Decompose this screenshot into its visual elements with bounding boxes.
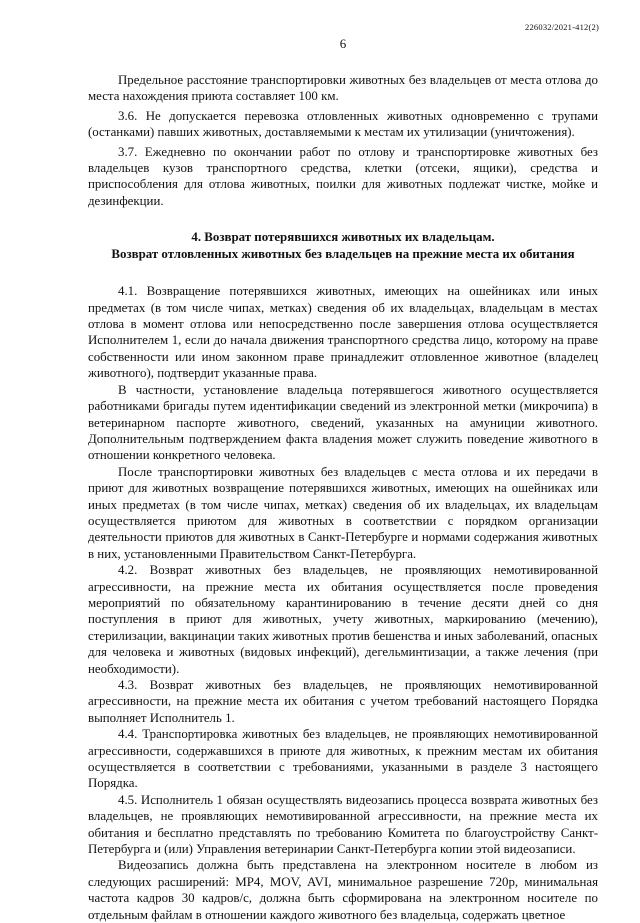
paragraph-4-1-shelter-return: После транспортировки животных без владельцев с места отлова и их передачи в приют для животных возвращение потерявшихся животных, имеющих на ошейниках или иных предметах (в том числе чипах, метках) сведения об их владельцах, их владельцам осуществляется приютом для животных в соответствии с порядком организации деятельности приютов для животных в Санкт-Петербурге и нормами содержания животных в них, установленными Правительством Санкт-Петербурга.	[88, 464, 598, 561]
section-4-title-line-2: Возврат отловленных животных без владельцев на прежние места их обитания	[111, 247, 575, 262]
page-number: 6	[339, 36, 347, 51]
paragraph-4-2: 4.2. Возврат животных без владельцев, не проявляющих немотивированной агрессивности, на прежние места их обитания осуществляется после проведения мероприятий по обязательному карантинированию в течение десяти дней со дня поступления в приют для животных, учету животных, маркированию (мечению), стерилизации, вакцинации таких животных против бешенства и иных заболеваний, опасных для человека и животных (видовых инфекций), дегельминтизации, а также лечения (при необходимости).	[88, 563, 598, 676]
paragraph-4-5: 4.5. Исполнитель 1 обязан осуществлять видеозапись процесса возврата животных без владельцев, не проявляющих немотивированной агрессивности, на прежние места их обитания и бесплатно представлять по требованию Комитета по благоустройству Санкт-Петербурга и (или) Управления ветеринарии Санкт-Петербурга копии этой видеозаписи.	[88, 792, 598, 857]
paragraph-3-7: 3.7. Ежедневно по окончании работ по отлову и транспортировке животных без владельцев кузов транспортного средства, клетки (отсеки, ящики), средства и приспособления для отлова животных, поилки для животных подлежат чистке, мойке и дезинфекции.	[88, 144, 598, 208]
paragraph-4-1-owner-identification: В частности, установление владельца потерявшегося животного осуществляется работниками бригады путем идентификации сведений из электронной метки (микрочипа) в ветеринарном паспорте животного, сведений, указанных на амуниции животного. Дополнительным подтверждением факта владения может служить поведение животного в отношении конкретного человека.	[88, 382, 598, 463]
paragraph-4-1: 4.1. Возвращение потерявшихся животных, имеющих на ошейниках или иных предметах (в том числе чипах, метках) сведения об их владельцах, владельцам в местах отлова в момент отлова или непосредственно после завершения отлова осуществляется Исполнителем 1, если до начала движения транспортного средства лицо, которому на праве собственности или ином законном праве принадлежит отловленное животное (владелец животного), подтвердит указанные права.	[88, 284, 598, 381]
section-4-title-line-1: 4. Возврат потерявшихся животных их владельцам.	[191, 230, 495, 245]
section-4-heading	[88, 229, 598, 263]
paragraph-3-6: 3.6. Не допускается перевозка отловленных животных одновременно с трупами (останками) павших животных, доставляемыми к местам их утилизации (уничтожения).	[88, 108, 598, 140]
paragraph-4-3: 4.3. Возврат животных без владельцев, не проявляющих немотивированной агрессивности, на прежние места их обитания с учетом требований настоящего Порядка выполняет Исполнитель 1.	[88, 678, 598, 725]
paragraph-4-5-video-requirements: Видеозапись должна быть представлена на электронном носителе в любом из следующих расширений: MP4, MOV, AVI, минимальное разрешение 720р, минимальная частота кадров 30 кадров/с, должна быть сформирована на электронном носителе по отдельным файлам в отношении каждого животного без владельца, содержать цветное	[88, 858, 598, 922]
paragraph-4-4: 4.4. Транспортировка животных без владельцев, не проявляющих немотивированной агрессивности, содержавшихся в приюте для животных, к прежним местам их обитания осуществляется в соответствии с требованиями, указанными в разделе 3 настоящего Порядка.	[88, 727, 598, 791]
document-id: 226032/2021-412(2)	[525, 22, 599, 32]
paragraph-3-5-end: Предельное расстояние транспортировки животных без владельцев от места отлова до места нахождения приюта составляет 100 км.	[88, 73, 598, 104]
